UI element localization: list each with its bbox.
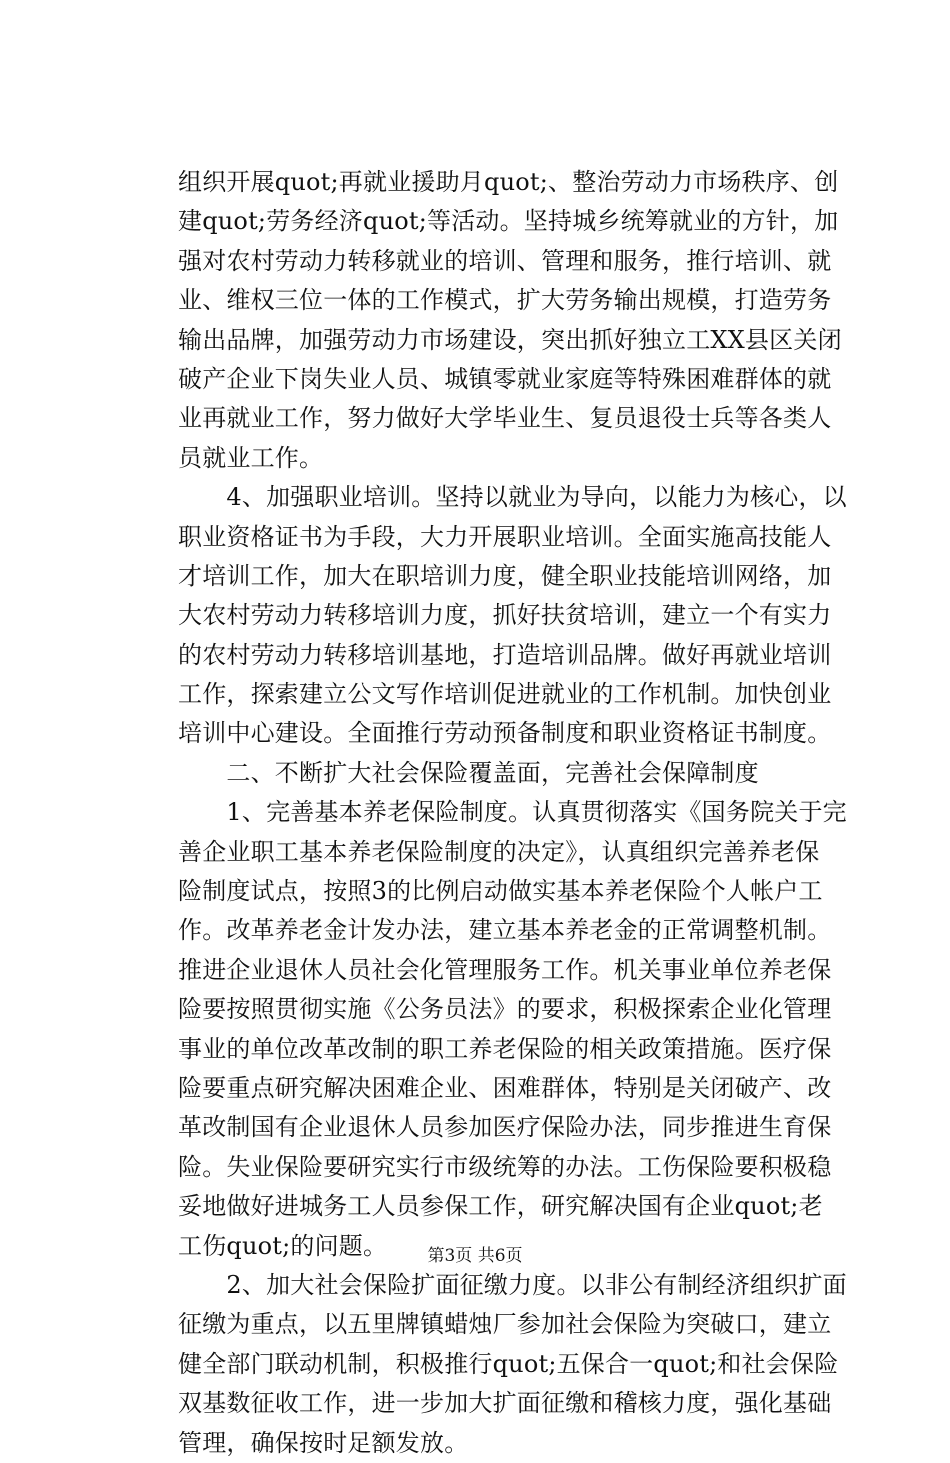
section-heading: 二、不断扩大社会保险覆盖面，完善社会保障制度 xyxy=(178,758,759,787)
text-line: 员就业工作。 xyxy=(178,443,324,472)
text-line: 健全部门联动机制，积极推行quot;五保合一quot;和社会保险 xyxy=(178,1349,839,1378)
text-line: 工伤quot;的问题。 xyxy=(178,1231,388,1260)
text-line: 双基数征收工作，进一步加大扩面征缴和稽核力度，强化基础 xyxy=(178,1389,832,1418)
text-line: 组织开展quot;再就业援助月quot;、整治劳动力市场秩序、创 xyxy=(178,168,839,196)
text-line: 业再就业工作，努力做好大学毕业生、复员退役士兵等各类人 xyxy=(178,404,832,433)
text-line: 的农村劳动力转移培训基地，打造培训品牌。做好再就业培训 xyxy=(178,640,832,669)
text-line: 管理，确保按时足额发放。 xyxy=(178,1428,469,1457)
text-line: 输出品牌，加强劳动力市场建设，突出抓好独立工XX县区关闭 xyxy=(178,325,842,354)
text-line: 破产企业下岗失业人员、城镇零就业家庭等特殊困难群体的就 xyxy=(178,364,832,393)
text-line: 培训中心建设。全面推行劳动预备制度和职业资格证书制度。 xyxy=(178,719,832,748)
text-line: 险制度试点，按照3的比例启动做实基本养老保险个人帐户工 xyxy=(178,877,823,906)
page-footer xyxy=(0,1245,950,1267)
text-line: 险要按照贯彻实施《公务员法》的要求，积极探索企业化管理 xyxy=(178,995,832,1024)
text-line: 建quot;劳务经济quot;等活动。坚持城乡统筹就业的方针，加 xyxy=(178,207,839,236)
text-line: 1、完善基本养老保险制度。认真贯彻落实《国务院关于完 xyxy=(178,798,847,827)
text-line: 推进企业退休人员社会化管理服务工作。机关事业单位养老保 xyxy=(178,955,832,984)
document-body xyxy=(178,163,847,1463)
text-line: 强对农村劳动力转移就业的培训、管理和服务，推行培训、就 xyxy=(178,246,832,275)
page-number: 第3页 共6页 xyxy=(427,1246,523,1266)
text-line: 善企业职工基本养老保险制度的决定》，认真组织完善养老保 xyxy=(178,837,820,866)
text-line: 业、维权三位一体的工作模式，扩大劳务输出规模，打造劳务 xyxy=(178,286,832,315)
text-line: 才培训工作，加大在职培训力度，健全职业技能培训网络，加 xyxy=(178,561,832,590)
text-line: 征缴为重点，以五里牌镇蜡烛厂参加社会保险为突破口，建立 xyxy=(178,1310,832,1339)
text-line: 事业的单位改革改制的职工养老保险的相关政策措施。医疗保 xyxy=(178,1034,832,1063)
text-line: 职业资格证书为手段，大力开展职业培训。全面实施高技能人 xyxy=(178,522,832,551)
text-line: 工作，探索建立公文写作培训促进就业的工作机制。加快创业 xyxy=(178,680,832,709)
text-line: 作。改革养老金计发办法，建立基本养老金的正常调整机制。 xyxy=(178,916,832,945)
text-line: 大农村劳动力转移培训力度，抓好扶贫培训，建立一个有实力 xyxy=(178,601,832,630)
text-line: 革改制国有企业退休人员参加医疗保险办法，同步推进生育保 xyxy=(178,1113,832,1142)
text-line: 险要重点研究解决困难企业、困难群体，特别是关闭破产、改 xyxy=(178,1073,832,1102)
text-line: 4、加强职业培训。坚持以就业为导向，以能力为核心，以 xyxy=(178,483,847,512)
text-line: 险。失业保险要研究实行市级统筹的办法。工伤保险要积极稳 xyxy=(178,1152,832,1181)
text-line: 妥地做好进城务工人员参保工作，研究解决国有企业quot;老 xyxy=(178,1192,823,1221)
text-line: 2、加大社会保险扩面征缴力度。以非公有制经济组织扩面 xyxy=(178,1270,847,1299)
